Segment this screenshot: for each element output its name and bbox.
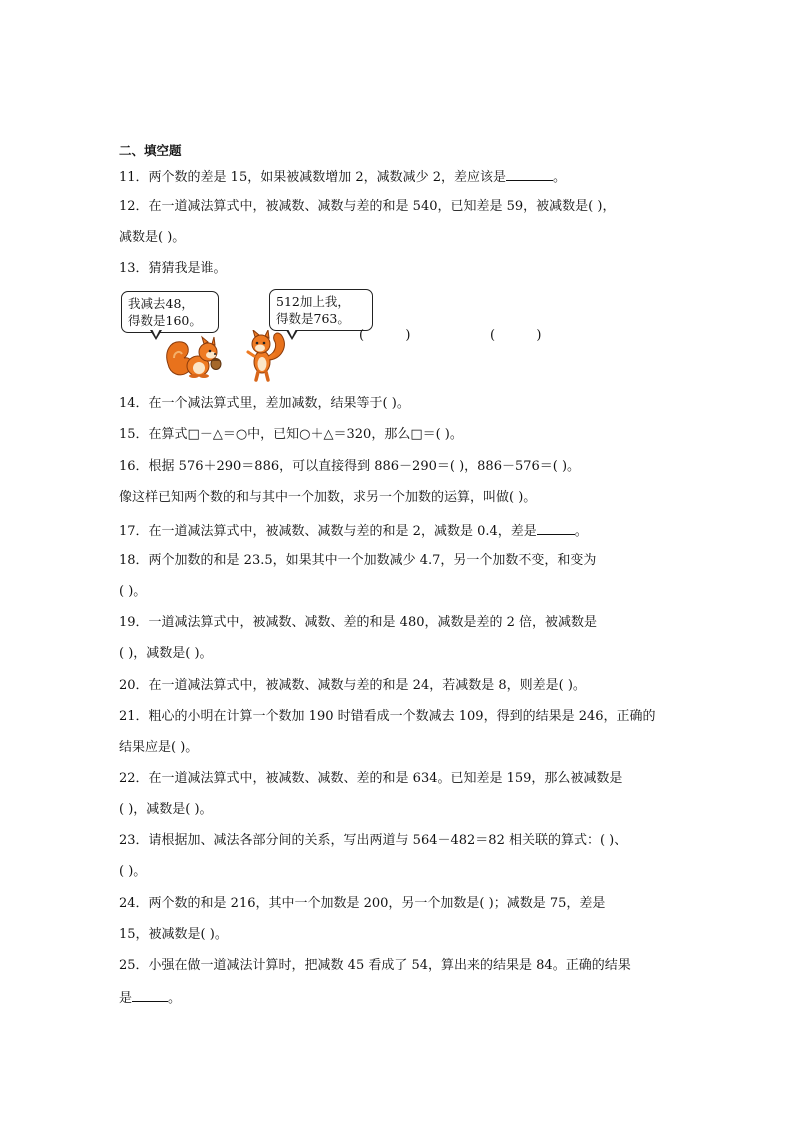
question-25-line2 bbox=[119, 989, 181, 1007]
question-21-line2: 结果应是( )。 bbox=[119, 740, 199, 755]
bubble-1-line2: 得数是160。 bbox=[128, 313, 202, 328]
question-22-line1: 22．在一道减法算式中，被减数、减数、差的和是 634。已知差是 159，那么被减数是 bbox=[119, 771, 623, 786]
question-16-line1: 16．根据 576＋290＝886，可以直接得到 886－290＝( )，886－576＝( )。 bbox=[119, 459, 581, 474]
question-12-line1: 12．在一道减法算式中，被减数、减数与差的和是 540，已知差是 59，被减数是( )， bbox=[119, 199, 616, 214]
question-11-text: 11．两个数的差是 15，如果被减数增加 2，减数减少 2，差应该是 bbox=[119, 170, 507, 185]
question-11 bbox=[119, 168, 566, 186]
speech-bubble-2 bbox=[269, 289, 373, 331]
answer-blank-1[interactable]: ( ) bbox=[359, 328, 411, 343]
question-20: 20．在一道减法算式中，被减数、减数与差的和是 24，若减数是 8，则差是( )。 bbox=[119, 678, 586, 693]
answer-blank[interactable] bbox=[506, 168, 553, 181]
bubble-2-line2: 得数是763。 bbox=[276, 311, 350, 326]
question-17-end: 。 bbox=[574, 524, 588, 539]
question-11-end: 。 bbox=[553, 170, 567, 185]
question-24-line2: 15，被减数是( )。 bbox=[119, 927, 228, 942]
question-16-line2: 像这样已知两个数的和与其中一个加数，求另一个加数的运算，叫做( )。 bbox=[119, 490, 537, 505]
speech-bubble-1 bbox=[121, 291, 219, 333]
question-19-line1: 19．一道减法算式中，被减数、减数、差的和是 480，减数是差的 2 倍，被减数是 bbox=[119, 615, 598, 630]
question-23-line1: 23．请根据加、减法各部分间的关系，写出两道与 564－482＝82 相关联的算式：( )、 bbox=[119, 833, 628, 848]
bubble-2-line1: 512加上我， bbox=[276, 294, 350, 309]
question-24-line1: 24．两个数的和是 216，其中一个加数是 200，另一个加数是( )；减数是 75，差是 bbox=[119, 896, 606, 911]
section-title: 二、填空题 bbox=[119, 143, 182, 158]
question-17-text: 17．在一道减法算式中，被减数、减数与差的和是 2，减数是 0.4，差是 bbox=[119, 524, 537, 539]
question-15: 15．在算式□－△＝○中，已知○＋△＝320，那么□＝( )。 bbox=[119, 427, 463, 442]
squirrel-icon bbox=[244, 330, 288, 382]
question-21-line1: 21．粗心的小明在计算一个数加 190 时错看成一个数减去 109，得到的结果是 246，正确的 bbox=[119, 709, 656, 724]
question-23-line2: ( )。 bbox=[119, 864, 147, 879]
question-25-end: 。 bbox=[168, 991, 182, 1006]
answer-blank[interactable] bbox=[537, 522, 575, 535]
question-18-line2: ( )。 bbox=[119, 584, 147, 599]
question-18-line1: 18．两个加数的和是 23.5，如果其中一个加数减少 4.7，另一个加数不变，和变为 bbox=[119, 553, 597, 568]
answer-blank[interactable] bbox=[132, 989, 168, 1002]
squirrel-icon bbox=[164, 334, 226, 378]
question-25-text: 是 bbox=[119, 991, 133, 1006]
question-13: 13．猜猜我是谁。 bbox=[119, 261, 227, 276]
question-19-line2: ( )，减数是( )。 bbox=[119, 646, 213, 661]
question-14: 14．在一个减法算式里，差加减数，结果等于( )。 bbox=[119, 396, 410, 411]
question-22-line2: ( )，减数是( )。 bbox=[119, 802, 213, 817]
answer-blank-2[interactable]: ( ) bbox=[490, 328, 542, 343]
question-17 bbox=[119, 522, 588, 540]
question-25-line1: 25．小强在做一道减法计算时，把减数 45 看成了 54，算出来的结果是 84。正确的结果 bbox=[119, 958, 631, 973]
question-12-line2: 减数是( )。 bbox=[119, 230, 186, 245]
bubble-1-line1: 我减去48， bbox=[128, 296, 194, 311]
